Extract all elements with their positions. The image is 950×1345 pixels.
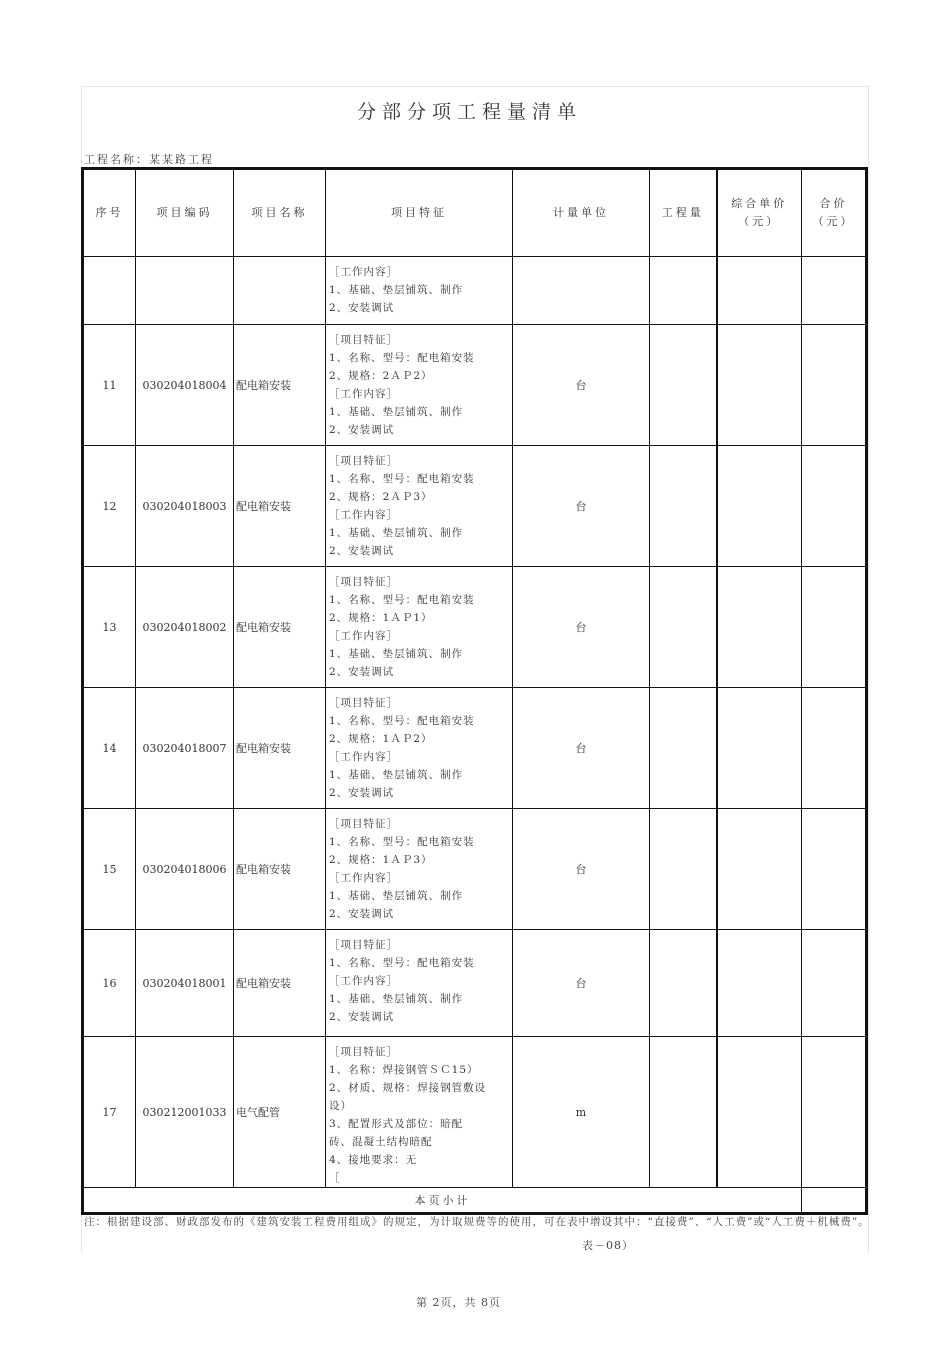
row-features xyxy=(326,688,513,809)
feature-line: 2、安装调试 xyxy=(329,545,395,557)
row-quantity xyxy=(650,257,717,325)
feature-line: 2、安装调试 xyxy=(329,787,395,799)
row-total-price xyxy=(802,257,867,325)
row-unit-price xyxy=(717,1037,802,1188)
project-name: 工程名称：某某路工程 xyxy=(84,153,214,166)
feature-line: 4、接地要求：无 xyxy=(329,1154,418,1166)
feature-line: 1、基础、垫层铺筑、制作 xyxy=(329,890,464,902)
feature-line: 2、材质、规格：焊接钢管敷设 xyxy=(329,1082,487,1094)
row-no: 14 xyxy=(83,688,136,809)
feature-line: 1、基础、垫层铺筑、制作 xyxy=(329,527,464,539)
row-unit-price xyxy=(717,567,802,688)
row-quantity xyxy=(650,930,717,1037)
header-name: 项目名称 xyxy=(234,169,326,257)
row-quantity xyxy=(650,446,717,567)
feature-line: 2、规格：2ＡＰ2） xyxy=(329,370,433,382)
feature-line: 1、名称、型号：配电箱安装 xyxy=(329,352,475,364)
footnote: 注：根据建设部、财政部发布的《建筑安装工程费用组成》的规定，为计取规费等的使用，可在表中增设其中：“直接费”、“人工费”或“人工费＋机械费”。 xyxy=(84,1216,870,1228)
total-value xyxy=(802,1188,867,1214)
feature-line: ［工作内容］ xyxy=(329,509,398,521)
row-features xyxy=(326,930,513,1037)
feature-line: ［项目特征］ xyxy=(329,576,398,588)
table-row xyxy=(83,257,867,325)
row-no: 17 xyxy=(83,1037,136,1188)
row-name: 配电箱安装 xyxy=(234,446,326,567)
row-name: 配电箱安装 xyxy=(234,567,326,688)
feature-line: 2、规格：2ＡＰ3） xyxy=(329,491,433,503)
row-code: 030204018007 xyxy=(136,688,234,809)
feature-line: 砖、混凝土结构暗配 xyxy=(329,1136,433,1148)
feature-line: ［ xyxy=(329,1172,341,1184)
total-row xyxy=(83,1188,867,1214)
row-unit-price xyxy=(717,446,802,567)
row-no: 12 xyxy=(83,446,136,567)
row-name: 配电箱安装 xyxy=(234,809,326,930)
feature-line: ［工作内容］ xyxy=(329,266,398,278)
feature-line: ［工作内容］ xyxy=(329,630,398,642)
row-total-price xyxy=(802,446,867,567)
table-row xyxy=(83,567,867,688)
feature-line: 1、基础、垫层铺筑、制作 xyxy=(329,993,464,1005)
row-code: 030204018004 xyxy=(136,325,234,446)
row-features xyxy=(326,1037,513,1188)
row-no xyxy=(83,257,136,325)
header-quantity: 工程量 xyxy=(650,169,717,257)
row-unit: 台 xyxy=(513,688,650,809)
feature-line: 2、安装调试 xyxy=(329,424,395,436)
page-indicator: 第 2页，共 8页 xyxy=(416,1296,501,1309)
feature-line: 1、基础、垫层铺筑、制作 xyxy=(329,769,464,781)
table-row xyxy=(83,930,867,1037)
feature-line: 3、配置形式及部位：暗配 xyxy=(329,1118,464,1130)
row-name: 配电箱安装 xyxy=(234,325,326,446)
header-unit-price: 综合单价（元） xyxy=(717,169,802,257)
feature-line: 2、安装调试 xyxy=(329,302,395,314)
feature-line: ［项目特征］ xyxy=(329,334,398,346)
bill-of-quantities-table xyxy=(81,167,868,1215)
row-unit-price xyxy=(717,809,802,930)
row-quantity xyxy=(650,1037,717,1188)
table-row xyxy=(83,809,867,930)
row-code: 030204018002 xyxy=(136,567,234,688)
table-row xyxy=(83,688,867,809)
row-quantity xyxy=(650,325,717,446)
row-code: 030212001033 xyxy=(136,1037,234,1188)
feature-line: 1、名称、型号：配电箱安装 xyxy=(329,594,475,606)
total-label: 本页小计 xyxy=(83,1188,802,1214)
header-unit: 计量单位 xyxy=(513,169,650,257)
row-quantity xyxy=(650,809,717,930)
row-no: 15 xyxy=(83,809,136,930)
feature-line: ［工作内容］ xyxy=(329,388,398,400)
table-header-row xyxy=(83,169,867,257)
feature-line: 2、安装调试 xyxy=(329,1011,395,1023)
feature-line: 1、基础、垫层铺筑、制作 xyxy=(329,406,464,418)
feature-line: ［项目特征］ xyxy=(329,939,398,951)
table-body xyxy=(83,257,867,1188)
row-code: 030204018003 xyxy=(136,446,234,567)
row-total-price xyxy=(802,567,867,688)
feature-line: 1、基础、垫层铺筑、制作 xyxy=(329,284,464,296)
feature-line: 设） xyxy=(329,1100,352,1112)
row-name: 电气配管 xyxy=(234,1037,326,1188)
feature-line: 1、名称、型号：配电箱安装 xyxy=(329,957,475,969)
feature-line: ［工作内容］ xyxy=(329,872,398,884)
row-unit-price xyxy=(717,325,802,446)
row-total-price xyxy=(802,809,867,930)
feature-line: 2、安装调试 xyxy=(329,666,395,678)
feature-line: 2、安装调试 xyxy=(329,908,395,920)
row-code: 030204018006 xyxy=(136,809,234,930)
feature-line: 2、规格：1ＡＰ1） xyxy=(329,612,433,624)
feature-line: ［项目特征］ xyxy=(329,455,398,467)
feature-line: ［项目特征］ xyxy=(329,818,398,830)
row-total-price xyxy=(802,930,867,1037)
row-code: 030204018001 xyxy=(136,930,234,1037)
row-features xyxy=(326,809,513,930)
row-code xyxy=(136,257,234,325)
row-total-price xyxy=(802,688,867,809)
row-total-price xyxy=(802,325,867,446)
row-unit-price xyxy=(717,257,802,325)
row-no: 13 xyxy=(83,567,136,688)
feature-line: 1、名称、型号：配电箱安装 xyxy=(329,836,475,848)
feature-line: 2、规格：1ＡＰ3） xyxy=(329,854,433,866)
row-quantity xyxy=(650,688,717,809)
feature-line: ［项目特征］ xyxy=(329,1046,398,1058)
row-unit-price xyxy=(717,930,802,1037)
row-features xyxy=(326,257,513,325)
feature-line: 1、名称：焊接钢管ＳＣ15） xyxy=(329,1064,479,1076)
feature-line: 1、基础、垫层铺筑、制作 xyxy=(329,648,464,660)
row-unit: 台 xyxy=(513,809,650,930)
header-features: 项目特征 xyxy=(326,169,513,257)
feature-line: 1、名称、型号：配电箱安装 xyxy=(329,473,475,485)
row-unit-price xyxy=(717,688,802,809)
row-name: 配电箱安装 xyxy=(234,688,326,809)
feature-line: 2、规格：1ＡＰ2） xyxy=(329,733,433,745)
table-row xyxy=(83,1037,867,1188)
row-features xyxy=(326,567,513,688)
row-unit: 台 xyxy=(513,325,650,446)
row-unit: m xyxy=(513,1037,650,1188)
table-number: 表－08） xyxy=(582,1239,634,1252)
feature-line: ［工作内容］ xyxy=(329,751,398,763)
row-name: 配电箱安装 xyxy=(234,930,326,1037)
table-row xyxy=(83,325,867,446)
row-features xyxy=(326,325,513,446)
row-name xyxy=(234,257,326,325)
row-quantity xyxy=(650,567,717,688)
page-title: 分部分项工程量清单 xyxy=(357,101,583,123)
header-code: 项目编码 xyxy=(136,169,234,257)
row-unit: 台 xyxy=(513,567,650,688)
feature-line: ［项目特征］ xyxy=(329,697,398,709)
table-row xyxy=(83,446,867,567)
row-no: 11 xyxy=(83,325,136,446)
row-total-price xyxy=(802,1037,867,1188)
row-unit: 台 xyxy=(513,930,650,1037)
row-unit xyxy=(513,257,650,325)
feature-line: 1、名称、型号：配电箱安装 xyxy=(329,715,475,727)
header-total-price: 合价（元） xyxy=(802,169,867,257)
row-features xyxy=(326,446,513,567)
feature-line: ［工作内容］ xyxy=(329,975,398,987)
row-unit: 台 xyxy=(513,446,650,567)
row-no: 16 xyxy=(83,930,136,1037)
header-no: 序号 xyxy=(83,169,136,257)
